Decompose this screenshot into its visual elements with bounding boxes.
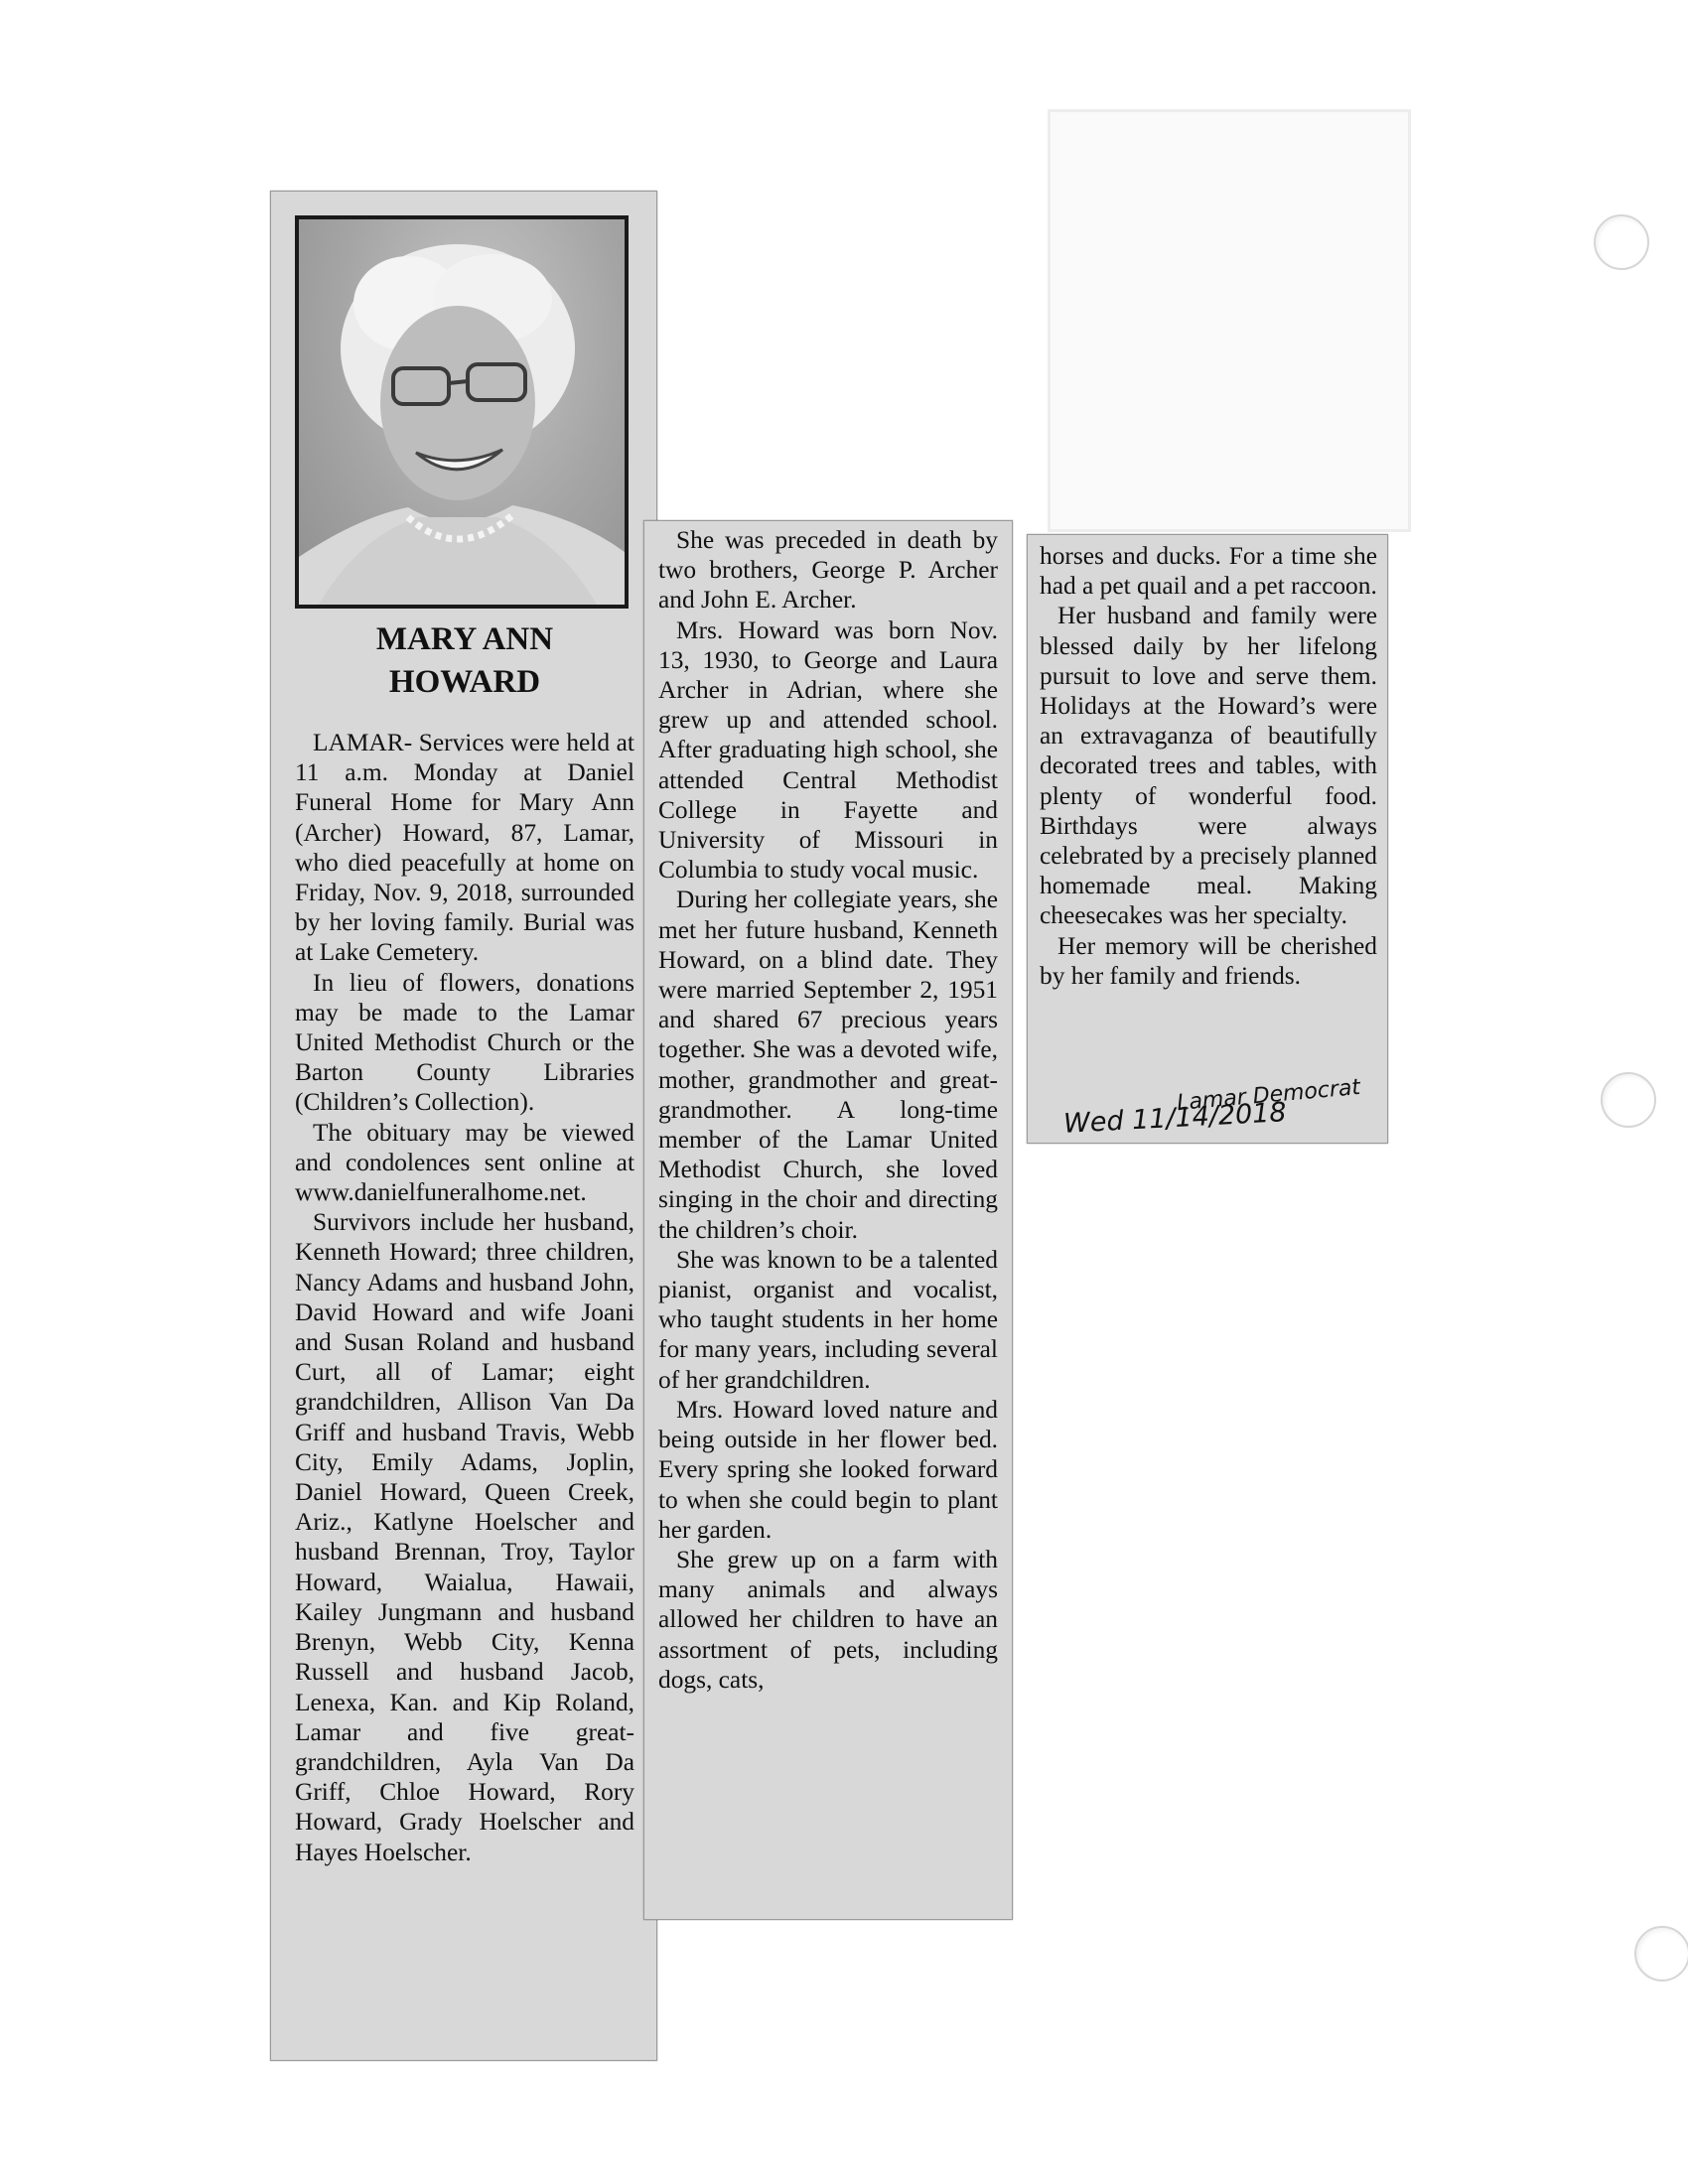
portrait-photo — [295, 215, 629, 609]
clipping-column-2 — [643, 520, 1013, 1920]
paragraph-preceded: She was preceded in death by two brothers, George P. Archer and John E. Archer. — [658, 526, 998, 614]
name-line-2: HOWARD — [388, 664, 541, 700]
column-2-text — [658, 525, 998, 1695]
paragraph-music: She was known to be a talented pianist, organist and vocalist, who taught students in her home for many years, including several of her grandchildren. — [658, 1245, 998, 1394]
paragraph-memory: Her memory will be cherished by her family and friends. — [1040, 931, 1377, 990]
paragraph-services: LAMAR- Services were held at 11 a.m. Monday at Daniel Funeral Home for Mary Ann (Archer) Howard, 87, Lamar, who died peacefully at home on Friday, Nov. 9, 2018, surrounded by her loving family. Burial was at Lake Cemetery. — [295, 729, 634, 967]
paragraph-birth: Mrs. Howard was born Nov. 13, 1930, to George and Laura Archer in Adrian, where she grew up and attended school. After graduating high school, she attended Central Methodist College in Fayette and University of Missouri in Columbia to study vocal music. — [658, 615, 998, 885]
column-1-text — [295, 728, 634, 1867]
column-3-text — [1040, 541, 1377, 991]
paragraph-marriage: During her collegiate years, she met her future husband, Kenneth Howard, on a blind date. They were married September 2, 1951 and shared 67 precious years together. She was a devoted wife, mother, grandmother and great-grandmother. A long-time member of the Lamar United Methodist Church, she loved singing in the choir and directing the children’s choir. — [658, 886, 998, 1244]
paragraph-survivors: Survivors include her husband, Kenneth Howard; three children, Nancy Adams and husband John, David Howard and wife Joani and Susan Roland and husband Curt, all of Lamar; eight grandchildren, Allison Van Da Griff and husband Travis, Webb City, Emily Adams, Joplin, Daniel Howard, Queen Creek, Ariz., Katlyne Hoelscher and husband Brennan, Troy, Taylor Howard, Waialua, Hawaii, Kailey Jungmann and husband Brenyn, Webb City, Kenna Russell and husband Jacob, Lenexa, Kan. and Kip Roland, Lamar and five great-grandchildren, Ayla Van Da Griff, Chloe Howard, Rory Howard, Grady Hoelscher and Hayes Hoelscher. — [295, 1208, 634, 1866]
paragraph-nature: Mrs. Howard loved nature and being outside in her flower bed. Every spring she looked forward to when she could begin to plant her garden. — [658, 1395, 998, 1544]
paragraph-online: The obituary may be viewed and condolences sent online at www.danielfuneralhome.net. — [295, 1118, 634, 1207]
name-line-1: MARY ANN — [375, 621, 554, 657]
bleed-through-text — [1013, 1152, 1340, 2025]
paragraph-family: Her husband and family were blessed daily by her lifelong pursuit to love and serve them. Holidays at the Howard’s were an extravaganza of beautifully decorated trees and tables, with plenty of wonderful food. Birthdays were always celebrated by a precisely planned homemade meal. Making cheesecakes was her specialty. — [1040, 602, 1377, 930]
punch-hole-top — [1594, 214, 1649, 270]
handwritten-newspaper: Lamar Democrat — [1176, 1074, 1362, 1117]
clipping-column-3 — [1027, 534, 1388, 1144]
paragraph-pets: horses and ducks. For a time she had a pet quail and a pet raccoon. — [1040, 542, 1377, 601]
punch-hole-bottom — [1634, 1926, 1688, 1981]
clipping-column-1 — [270, 191, 657, 2061]
bleed-through-photo — [1048, 109, 1411, 532]
handwritten-date: Wed 11/14/2018 — [1062, 1097, 1288, 1140]
punch-hole-middle — [1601, 1072, 1656, 1128]
paragraph-donations: In lieu of flowers, donations may be made to the Lamar United Methodist Church or the Barton County Libraries (Children’s Collection). — [295, 968, 634, 1117]
portrait-image — [299, 219, 625, 605]
deceased-name — [291, 618, 638, 704]
paragraph-farm: She grew up on a farm with many animals and always allowed her children to have an assortment of pets, including dogs, cats, — [658, 1545, 998, 1694]
